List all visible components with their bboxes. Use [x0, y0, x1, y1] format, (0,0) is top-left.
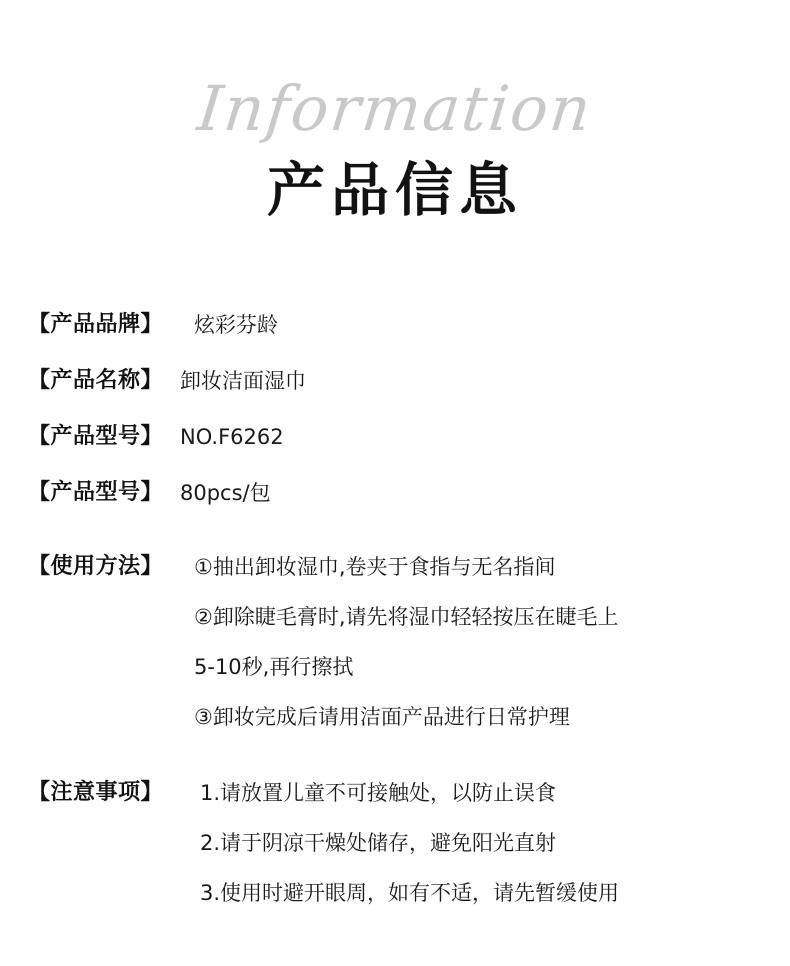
notice-line: 3.使用时避开眼周，如有不适，请先暂缓使用	[200, 881, 620, 905]
info-list	[0, 308, 790, 910]
notice-lines	[180, 776, 790, 910]
usage-line: ①抽出卸妆湿巾,卷夹于食指与无名指间	[194, 555, 556, 579]
info-label: 【产品名称】	[28, 368, 164, 393]
info-row-usage	[28, 550, 790, 734]
info-row-brand	[28, 308, 790, 342]
decorative-script-title: Information	[194, 72, 596, 145]
info-label: 【产品型号】	[28, 424, 164, 449]
info-row-notice	[28, 776, 790, 910]
info-row-name	[28, 364, 790, 398]
info-label: 【产品型号】	[28, 480, 164, 505]
page-title: 产品信息	[266, 156, 523, 224]
info-value: 卸妆洁面湿巾	[180, 369, 306, 393]
usage-line: 5-10秒,再行擦拭	[194, 655, 354, 679]
info-row-quantity	[28, 476, 790, 510]
notice-line: 2.请于阴凉干燥处储存，避免阳光直射	[200, 831, 557, 855]
usage-line: ③卸妆完成后请用洁面产品进行日常护理	[194, 705, 570, 729]
page-header	[0, 0, 790, 250]
info-row-model	[28, 420, 790, 454]
usage-label: 【使用方法】	[28, 554, 164, 579]
usage-lines	[180, 550, 790, 734]
info-value: 炫彩芬龄	[194, 313, 278, 337]
info-label: 【产品品牌】	[28, 312, 164, 337]
notice-label: 【注意事项】	[28, 780, 164, 805]
info-value: 80pcs/包	[180, 481, 271, 505]
notice-line: 1.请放置儿童不可接触处，以防止误食	[200, 781, 557, 805]
info-value: NO.F6262	[180, 425, 284, 449]
usage-line: ②卸除睫毛膏时,请先将湿巾轻轻按压在睫毛上	[194, 605, 619, 629]
